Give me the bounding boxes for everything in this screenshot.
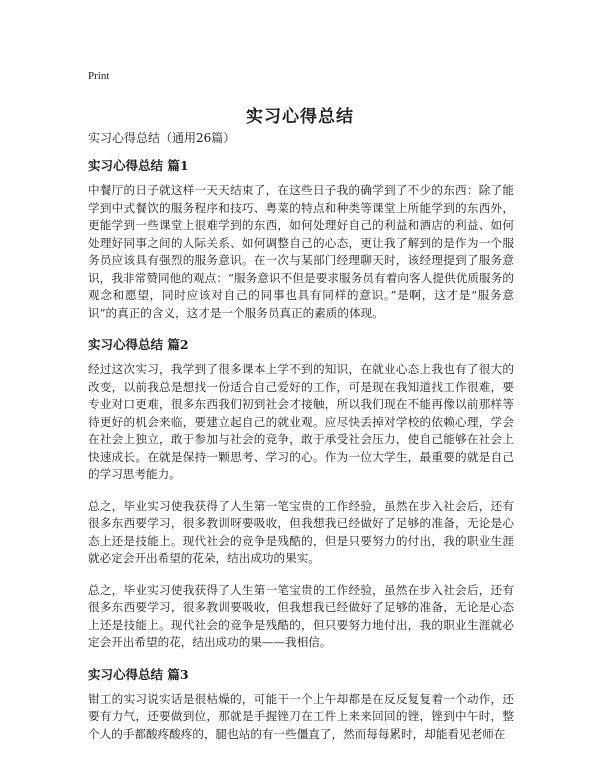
article-subtitle: 实习心得总结（通用26篇） bbox=[88, 131, 236, 145]
print-link[interactable]: Print bbox=[88, 70, 110, 82]
section-heading: 实习心得总结 篇1 bbox=[88, 158, 189, 173]
paragraph: 总之，毕业实习使我获得了人生第一笔宝贵的工作经验，虽然在步入社会后，还有很多东西要学习，很多教训呀要吸收，但我想我已经做好了足够的准备，无论是心态上还是技能上。现代社会的竞争是残酷的，但是只要努力的付出，我的职业生涯就必定会开出希望的花朵，结出成功的果实。 bbox=[88, 498, 514, 565]
section-2 bbox=[88, 336, 514, 652]
paragraph: 经过这次实习，我学到了很多课本上学不到的知识，在就业心态上我也有了很大的改变，以前我总是想找一份适合自己爱好的工作，可是现在我知道找工作很难，要专业对口更难，很多东西我们初到社会才接触，所以我们现在不能再像以前那样等待更好的机会来临，要建立起自己的就业观。应尽快丢掉对学校的依赖心理，学会在社会上独立，敢于参加与社会的竞争，敢于承受社会压力，使自己能够在社会上快速成长。在就是保持一颗思考、学习的心。作为一位大学生，最重要的就是自己的学习思考能力。 bbox=[88, 362, 514, 481]
section-3 bbox=[88, 666, 514, 744]
paragraph: 中餐厅的日子就这样一天天结束了，在这些日子我的确学到了不少的东西：除了能学到中式餐饮的服务程序和技巧、粤菜的特点和种类等课堂上所能学到的东西外，更能学到一些课堂上很难学到的东西，如何处理好自己的利益和酒店的利益、如何处理好同事之间的人际关系、如何调整自己的心态，更让我了解到的是作为一个服务员应该具有强烈的服务意识。在一次与某部门经理聊天时，该经理提到了服务意识，我非常赞同他的观点：“服务意识不但是要求服务员有着向客人提供优质服务的观念和愿望，同时应该对自己的同事也具有同样的意识。”是啊，这才是“服务意识”的真正的含义，这才是一个服务员真正的素质的体现。 bbox=[88, 183, 514, 320]
section-heading: 实习心得总结 篇2 bbox=[88, 337, 189, 352]
article-body bbox=[88, 130, 514, 757]
section-heading: 实习心得总结 篇3 bbox=[88, 666, 189, 682]
paragraph: 钳工的实习说实话是很枯燥的，可能干一个上午却都是在反反复复着一个动作，还要有力气，还要做到位，那就是手握锉刀在工件上来来回回的锉，锉到中午时，整个人的手都酸疼酸疼的，腿也站的有一些僵直了，然而每每累时，却能看见老师在 bbox=[88, 691, 514, 741]
page-title: 实习心得总结 bbox=[246, 107, 354, 127]
section-1 bbox=[88, 157, 514, 322]
paragraph: 总之，毕业实习使我获得了人生第一笔宝贵的工作经验，虽然在步入社会后，还有很多东西要学习，很多教训要吸收，但我想我已经做好了足够的准备，无论是心态上还是技能上。现代社会的竞争是残酷的，但只要努力地付出，我的职业生涯就必定会开出希望的花，结出成功的果——我相信。 bbox=[88, 582, 514, 649]
